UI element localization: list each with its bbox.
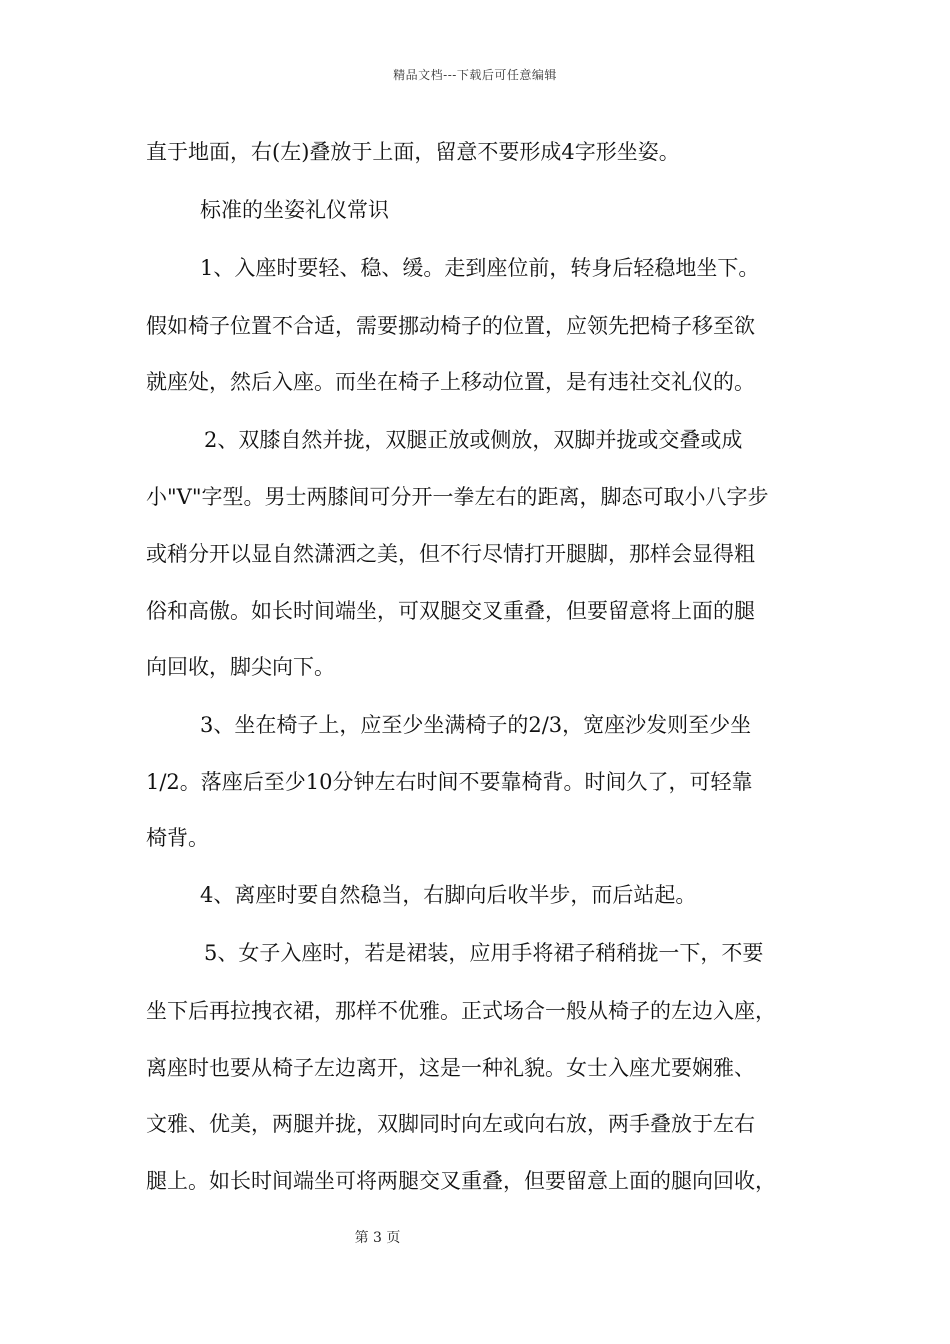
body-line: 文雅、优美，两腿并拢，双脚同时向左或向右放，两手叠放于左右 xyxy=(146,1112,755,1136)
body-line: 小"V"字型。男士两膝间可分开一拳左右的距离，脚态可取小八字步 xyxy=(146,485,769,509)
body-line: 坐下后再拉拽衣裙，那样不优雅。正式场合一般从椅子的左边入座， xyxy=(146,999,776,1023)
body-line: 1/2。落座后至少10分钟左右时间不要靠椅背。时间久了，可轻靠 xyxy=(146,770,753,794)
body-line: 俗和高傲。如长时间端坐，可双腿交叉重叠，但要留意将上面的腿 xyxy=(146,599,755,623)
body-line: 3、坐在椅子上，应至少坐满椅子的2/3，宽座沙发则至少坐 xyxy=(200,713,752,737)
body-line: 1、入座时要轻、稳、缓。走到座位前，转身后轻稳地坐下。 xyxy=(200,256,760,280)
body-line: 假如椅子位置不合适，需要挪动椅子的位置，应领先把椅子移至欲 xyxy=(146,314,755,338)
body-line: 椅背。 xyxy=(146,826,209,850)
page-number: 第 3 页 xyxy=(354,1230,401,1246)
body-line: 就座处，然后入座。而坐在椅子上移动位置，是有违社交礼仪的。 xyxy=(146,370,755,394)
body-line: 离座时也要从椅子左边离开，这是一种礼貌。女士入座尤要娴雅、 xyxy=(146,1056,755,1080)
body-line: 直于地面，右(左)叠放于上面，留意不要形成4字形坐姿。 xyxy=(146,140,680,164)
body-line: 5、女子入座时，若是裙装，应用手将裙子稍稍拢一下，不要 xyxy=(204,941,764,965)
page-header: 精品文档---下载后可任意编辑 xyxy=(393,68,557,82)
section-heading: 标准的坐姿礼仪常识 xyxy=(200,198,389,222)
body-line: 2、双膝自然并拢，双腿正放或侧放，双脚并拢或交叠或成 xyxy=(204,428,743,452)
body-line: 向回收，脚尖向下。 xyxy=(146,655,335,679)
body-line: 4、离座时要自然稳当，右脚向后收半步，而后站起。 xyxy=(200,883,697,907)
body-line: 或稍分开以显自然潇洒之美，但不行尽情打开腿脚，那样会显得粗 xyxy=(146,542,755,566)
body-line: 腿上。如长时间端坐可将两腿交叉重叠，但要留意上面的腿向回收， xyxy=(146,1169,776,1193)
